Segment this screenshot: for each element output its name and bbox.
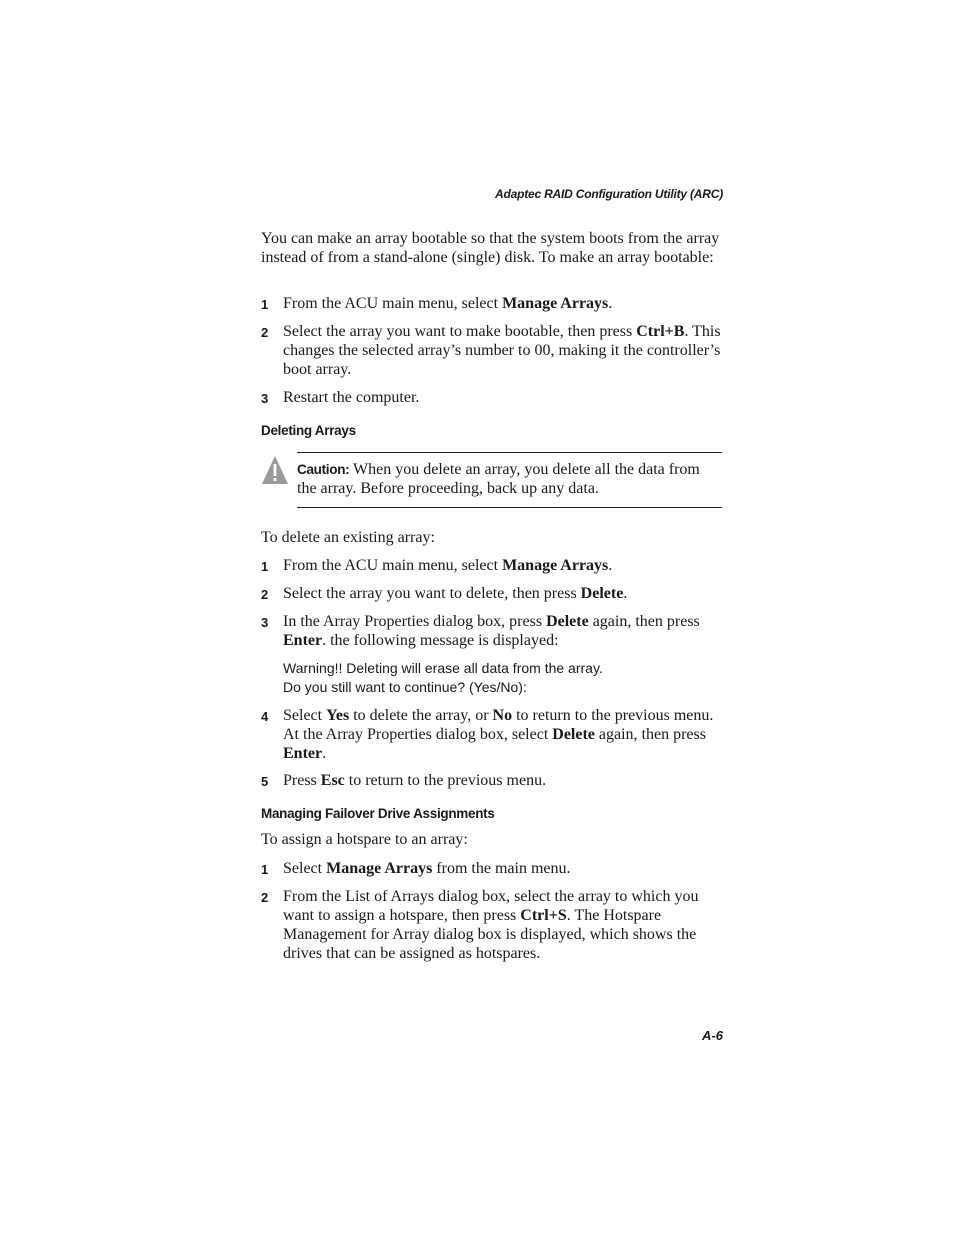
warning-message-line: Do you still want to continue? (Yes/No):: [283, 679, 527, 695]
list-item: [261, 584, 731, 603]
step-text: from the main menu.: [432, 860, 571, 877]
step-text: Select: [283, 707, 327, 724]
caution-bottom-rule: [297, 507, 722, 508]
step-text: again, then press: [588, 613, 700, 630]
step-text: Select the array you want to delete, then press: [283, 585, 581, 602]
key-term: Delete: [580, 585, 624, 602]
step-text: Press: [283, 772, 321, 789]
key-term: Ctrl+S: [520, 907, 567, 924]
step-number: 4: [261, 709, 269, 724]
caution-note: [297, 460, 722, 498]
step-text: to delete the array, or: [349, 707, 493, 724]
caution-label: Caution:: [297, 462, 350, 477]
list-item: [261, 294, 731, 313]
failover-intro: To assign a hotspare to an array:: [261, 831, 468, 848]
section-heading-deleting: Deleting Arrays: [261, 423, 356, 438]
menu-term: Manage Arrays: [326, 860, 433, 877]
menu-term: Manage Arrays: [502, 295, 609, 312]
step-text: From the ACU main menu, select: [283, 557, 503, 574]
step-text: .: [608, 557, 613, 574]
step-number: 2: [261, 587, 269, 602]
key-term: Delete: [546, 613, 589, 630]
step-number: 5: [261, 774, 269, 789]
step-number: 3: [261, 615, 269, 630]
step-text: to return to the previous menu. At the Array Properties dialog box, select: [283, 707, 714, 743]
step-text: Restart the computer.: [283, 389, 420, 406]
warning-triangle-icon: [261, 455, 289, 485]
step-text: again, then press: [594, 726, 706, 743]
page-number: A-6: [702, 1028, 723, 1043]
list-item: [261, 771, 731, 790]
section-heading-failover: Managing Failover Drive Assignments: [261, 806, 495, 821]
list-item: [261, 706, 731, 763]
running-header: Adaptec RAID Configuration Utility (ARC): [495, 187, 723, 201]
step-text: Select the array you want to make bootable, then press: [283, 323, 637, 340]
step-number: 1: [261, 559, 269, 574]
step-text: .: [623, 585, 628, 602]
key-term: No: [492, 707, 513, 724]
step-number: 2: [261, 890, 269, 905]
step-number: 1: [261, 862, 269, 877]
key-term: Yes: [326, 707, 350, 724]
list-item: [261, 887, 731, 963]
list-item: [261, 612, 731, 650]
key-term: Enter: [283, 632, 323, 649]
step-text: From the List of Arrays dialog box, select the array to which you want to assign a hotspare, then press: [283, 888, 699, 924]
caution-top-rule: [297, 452, 722, 453]
key-term: Ctrl+B: [636, 323, 685, 340]
menu-term: Manage Arrays: [502, 557, 609, 574]
step-text: .: [322, 745, 327, 762]
key-term: Enter: [283, 745, 323, 762]
intro-paragraph: You can make an array bootable so that the system boots from the array instead of from a stand-alone (single) disk. To make an array bootable:: [261, 230, 720, 266]
key-term: Esc: [320, 772, 345, 789]
step-text: to return to the previous menu.: [344, 772, 547, 789]
step-text: . the following message is displayed:: [322, 632, 559, 649]
step-text: Select: [283, 860, 327, 877]
step-number: 1: [261, 297, 269, 312]
step-number: 3: [261, 391, 269, 406]
delete-intro: To delete an existing array:: [261, 529, 435, 546]
step-text: . This changes the selected array’s number to 00, making it the controller’s boot array.: [283, 323, 721, 378]
list-item: [261, 388, 731, 407]
step-number: 2: [261, 325, 269, 340]
step-text: .: [608, 295, 613, 312]
caution-text: When you delete an array, you delete all the data from the array. Before proceeding, back up any data.: [297, 461, 700, 497]
step-text: In the Array Properties dialog box, press: [283, 613, 547, 630]
warning-message-line: Warning!! Deleting will erase all data from the array.: [283, 660, 603, 676]
key-term: Delete: [552, 726, 595, 743]
step-text: From the ACU main menu, select: [283, 295, 503, 312]
list-item: [261, 322, 731, 379]
list-item: [261, 556, 731, 575]
list-item: [261, 859, 731, 878]
step-text: . The Hotspare Management for Array dialog box is displayed, which shows the drives that can be assigned as hotspares.: [283, 907, 697, 962]
